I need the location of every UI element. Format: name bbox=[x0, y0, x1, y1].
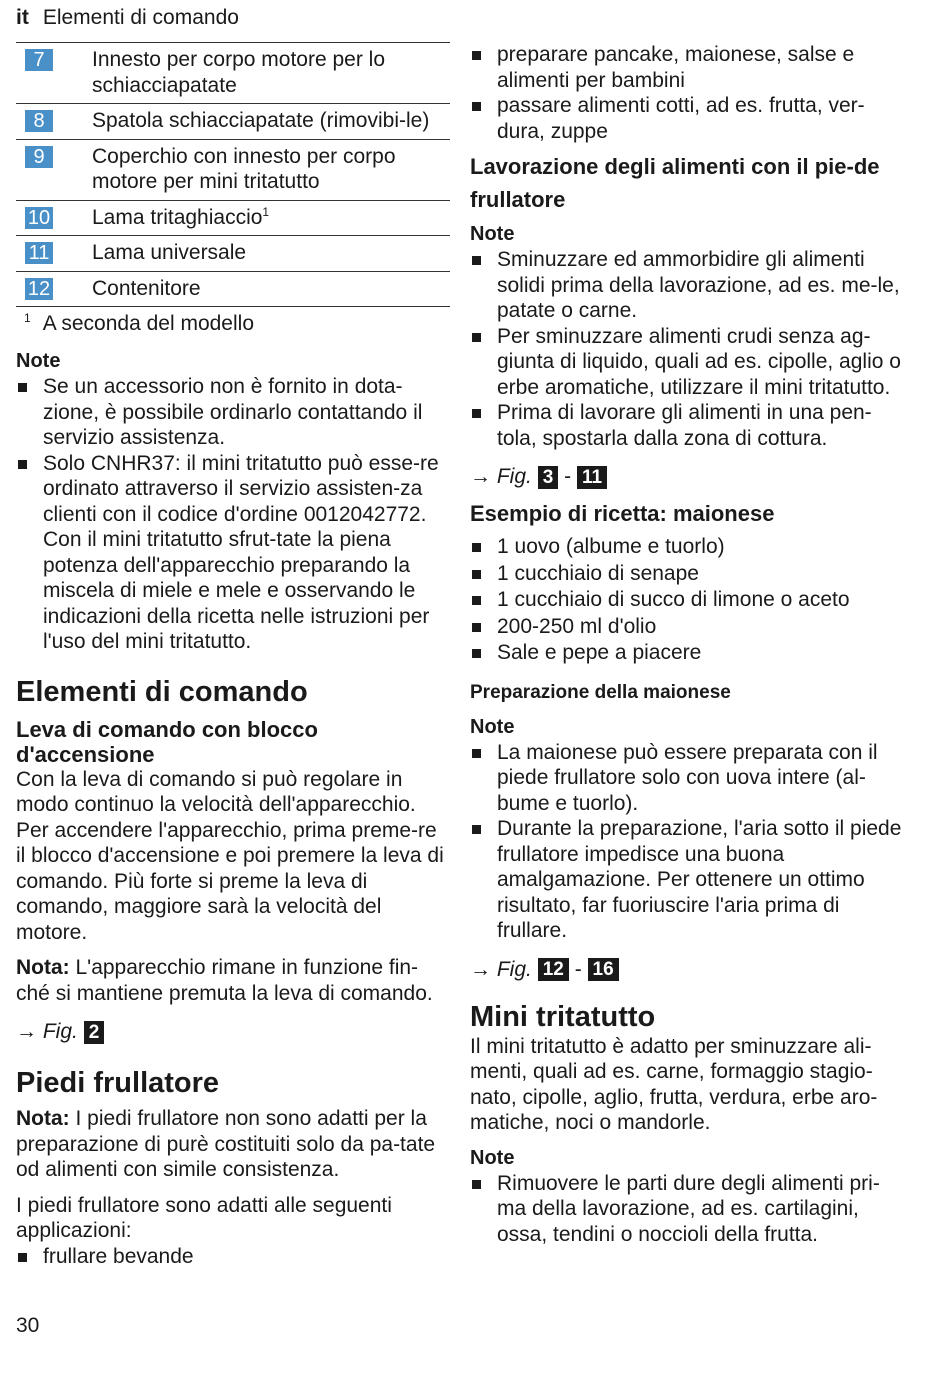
section-title: Piedi frullatore bbox=[16, 1067, 220, 1099]
table-row bbox=[16, 43, 450, 104]
fig-number: 3 bbox=[538, 466, 559, 489]
list-item: Sminuzzare ed ammorbidire gli alimenti solidi prima della lavorazione, ad es. me-le, patate o carne. bbox=[470, 247, 908, 324]
fig-number: 12 bbox=[538, 958, 569, 981]
fig-number: 2 bbox=[84, 1021, 105, 1044]
section-title: Elementi di comando bbox=[16, 675, 308, 708]
note-heading: Note bbox=[16, 350, 61, 372]
section-title: Mini tritatutto bbox=[470, 1000, 656, 1033]
left-column bbox=[16, 42, 450, 1269]
part-description bbox=[92, 200, 450, 236]
nota-text: L'apparecchio rimane in funzione fin-ché si mantiene premuta la leva di comando. bbox=[16, 956, 433, 1005]
list-item: Prima di lavorare gli alimenti in una pen-tola, spostarla dalla zona di cottura. bbox=[470, 400, 908, 451]
page-number: 30 bbox=[16, 1314, 40, 1337]
fig-separator: - bbox=[574, 957, 582, 981]
note-heading: Note bbox=[470, 1146, 515, 1169]
note-list bbox=[470, 740, 908, 944]
language-code: it bbox=[16, 6, 29, 29]
body-paragraph: I piedi frullatore sono adatti alle seguenti applicazioni: bbox=[16, 1193, 392, 1242]
part-number: 8 bbox=[25, 110, 53, 132]
nota-paragraph bbox=[16, 1106, 450, 1183]
nota-label: Nota: bbox=[16, 956, 70, 979]
list-item: Se un accessorio non è fornito in dota-zione, è possibile ordinarlo contattando il servizio assistenza. bbox=[16, 374, 450, 451]
footnote-mark: 1 bbox=[24, 311, 31, 325]
ingredients-list bbox=[470, 534, 908, 667]
body-paragraph: Con la leva di comando si può regolare in modo continuo la velocità dell'apparecchio. Per accendere l'apparecchio, prima preme-re il blocco d'accensione e poi premere la leva di comando. Più forte si preme la leva di comando, maggiore sarà la velocità del motore. bbox=[16, 767, 444, 944]
table-row bbox=[16, 104, 450, 140]
subsection-title: Preparazione della maionese bbox=[470, 681, 731, 703]
right-column bbox=[470, 42, 908, 1247]
list-item: Solo CNHR37: il mini tritatutto può esse-re ordinato attraverso il servizio assisten-za clienti con il codice d'ordine 0012042772. Con il mini tritatutto sfrut-tate la piena potenza dell'apparecchio preparando la miscela di miele e mele e osservando le indicazioni della ricetta nelle istruzioni per l'uso del mini tritatutto. bbox=[16, 451, 450, 655]
part-description: Innesto per corpo motore per lo schiacciapatate bbox=[92, 43, 450, 104]
footnote-ref: 1 bbox=[262, 204, 270, 219]
part-number: 9 bbox=[25, 146, 53, 168]
applications-list bbox=[16, 1244, 450, 1270]
subsection-title: Leva di comando con blocco d'accensione bbox=[16, 716, 318, 767]
list-item: 200-250 ml d'olio bbox=[470, 614, 908, 641]
part-description: Contenitore bbox=[92, 271, 450, 307]
list-item: Sale e pepe a piacere bbox=[470, 640, 908, 667]
page-header bbox=[16, 6, 239, 30]
header-title: Elementi di comando bbox=[42, 6, 239, 29]
subsection-title: Lavorazione degli alimenti con il pie-de frullatore bbox=[470, 154, 880, 212]
part-number: 10 bbox=[25, 207, 53, 229]
note-list bbox=[470, 247, 908, 451]
figure-reference: → Fig. 3 - 11 bbox=[470, 463, 908, 491]
list-item: Durante la preparazione, l'aria sotto il piede frullatore impedisce una buona amalgamazione. Per ottenere un ottimo risultato, far fuoriuscire l'aria prima di frullare. bbox=[470, 816, 908, 944]
list-item: 1 cucchiaio di succo di limone o aceto bbox=[470, 587, 908, 614]
nota-label: Nota: bbox=[16, 1107, 70, 1130]
part-number: 11 bbox=[25, 242, 53, 264]
table-row bbox=[16, 236, 450, 272]
part-description: Lama universale bbox=[92, 236, 450, 272]
list-item: passare alimenti cotti, ad es. frutta, ver-dura, zuppe bbox=[470, 93, 908, 144]
list-item: La maionese può essere preparata con il piede frullatore solo con uova intere (al-bume e tuorlo). bbox=[470, 740, 908, 817]
table-row bbox=[16, 139, 450, 200]
body-paragraph: Il mini tritatutto è adatto per sminuzzare ali-menti, quali ad es. carne, formaggio stagio-nato, cipolle, aglio, frutta, verdura, erbe aro-matiche, noci o mandorle. bbox=[470, 1034, 878, 1134]
fig-number: 11 bbox=[577, 466, 607, 489]
parts-table bbox=[16, 42, 450, 307]
fig-separator: - bbox=[564, 465, 572, 488]
footnote-text: A seconda del modello bbox=[42, 312, 254, 335]
table-row bbox=[16, 271, 450, 307]
part-description: Spatola schiacciapatate (rimovibi-le) bbox=[92, 104, 450, 140]
part-description: Coperchio con innesto per corpo motore per mini tritatutto bbox=[92, 139, 450, 200]
applications-list bbox=[470, 42, 908, 144]
note-heading: Note bbox=[470, 223, 515, 245]
subsection-title: Esempio di ricetta: maionese bbox=[470, 501, 775, 526]
note-list bbox=[16, 374, 450, 655]
footnote bbox=[16, 311, 450, 337]
list-item: 1 cucchiaio di senape bbox=[470, 561, 908, 588]
part-text: Lama tritaghiaccio bbox=[92, 205, 263, 229]
figure-reference: → Fig. 12 - 16 bbox=[470, 956, 908, 984]
fig-label: Fig. bbox=[496, 465, 532, 488]
part-number: 7 bbox=[25, 49, 53, 71]
table-row bbox=[16, 200, 450, 236]
list-item: preparare pancake, maionese, salse e alimenti per bambini bbox=[470, 42, 908, 93]
part-number: 12 bbox=[25, 278, 53, 300]
note-list bbox=[470, 1171, 908, 1248]
list-item: frullare bevande bbox=[16, 1244, 450, 1270]
figure-reference: → Fig. 2 bbox=[16, 1018, 450, 1046]
list-item: 1 uovo (albume e tuorlo) bbox=[470, 534, 908, 561]
nota-text: I piedi frullatore non sono adatti per la preparazione di purè costituiti solo da pa-tate od alimenti con simile consistenza. bbox=[16, 1107, 436, 1181]
fig-label: Fig. bbox=[42, 1020, 78, 1043]
fig-label: Fig. bbox=[496, 957, 532, 981]
list-item: Per sminuzzare alimenti crudi senza ag-giunta di liquido, quali ad es. cipolle, aglio o erbe aromatiche, utilizzare il mini tritatutto. bbox=[470, 324, 908, 401]
fig-number: 16 bbox=[588, 958, 619, 981]
list-item: Rimuovere le parti dure degli alimenti pri-ma della lavorazione, ad es. cartilagini, ossa, tendini o noccioli della frutta. bbox=[470, 1171, 908, 1248]
nota-paragraph bbox=[16, 955, 450, 1006]
note-heading: Note bbox=[470, 715, 515, 738]
